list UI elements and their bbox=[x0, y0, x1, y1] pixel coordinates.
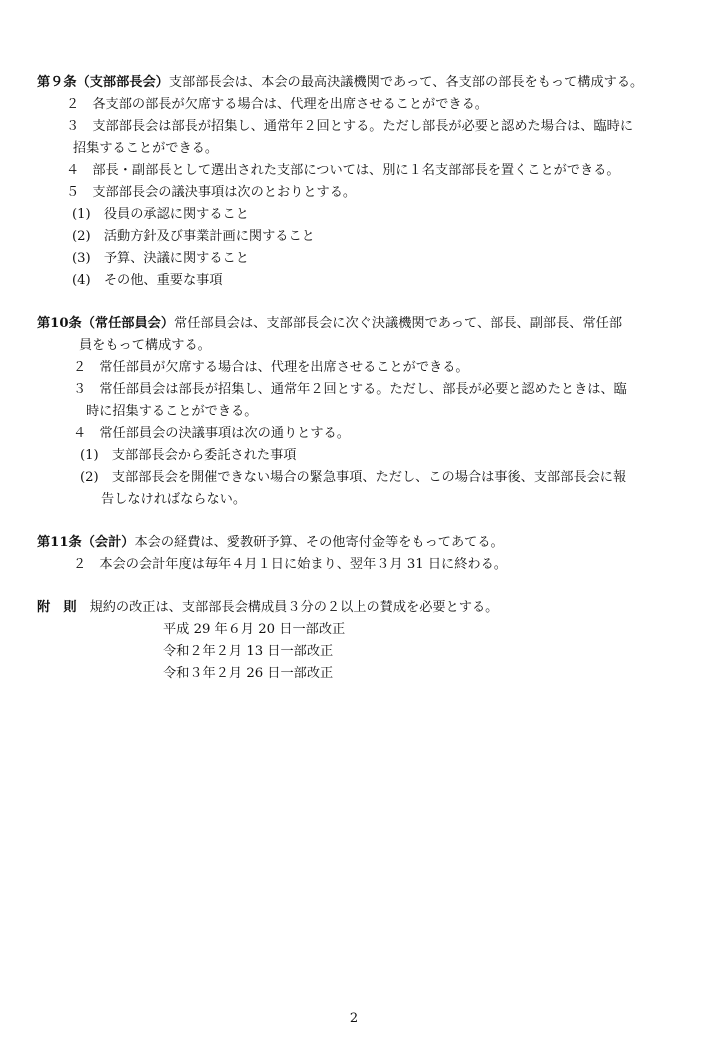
article-10-paragraph-3-cont: 時に招集することができる。 bbox=[86, 404, 258, 419]
article-10-paragraph-3: ３ 常任部員会は部長が招集し、通常年２回とする。ただし、部長が必要と認めたときは、臨 bbox=[73, 382, 627, 397]
article-9-item: (4) その他、重要な事項 bbox=[72, 273, 223, 288]
article-9-paragraph-5: ５ 支部部長会の議決事項は次のとおりとする。 bbox=[66, 185, 357, 200]
article-11-paragraph-2: ２ 本会の会計年度は毎年４月１日に始まり、翌年３月 31 日に終わる。 bbox=[73, 557, 507, 572]
article-10-text-cont: 員をもって構成する。 bbox=[79, 338, 211, 353]
article-9-paragraph-3-cont: 招集することができる。 bbox=[73, 141, 219, 156]
article-10-paragraph-4: ４ 常任部員会の決議事項は次の通りとする。 bbox=[73, 426, 350, 441]
article-9-text: 支部部長会は、本会の最高決議機関であって、各支部の部長をもって構成する。 bbox=[168, 75, 644, 90]
article-10-line bbox=[37, 313, 622, 335]
supplementary-heading: 附 則 bbox=[37, 600, 77, 615]
article-9-paragraph-2: ２ 各支部の部長が欠席する場合は、代理を出席させることができる。 bbox=[66, 97, 488, 112]
revision-date: 令和２年２月 13 日一部改正 bbox=[163, 644, 334, 659]
page-number: 2 bbox=[349, 1011, 359, 1026]
article-10-text: 常任部員会は、支部部長会に次ぐ決議機関であって、部長、副部長、常任部 bbox=[174, 316, 623, 331]
article-11-line bbox=[37, 532, 504, 554]
article-10-paragraph-2: ２ 常任部員が欠席する場合は、代理を出席させることができる。 bbox=[73, 360, 469, 375]
article-11-text: 本会の経費は、愛教研予算、その他寄付金等をもってあてる。 bbox=[134, 535, 504, 550]
supplementary-text: 規約の改正は、支部部長会構成員３分の２以上の賛成を必要とする。 bbox=[89, 600, 499, 615]
article-10-heading: 第10条（常任部員会） bbox=[37, 316, 175, 331]
revision-date: 平成 29 年６月 20 日一部改正 bbox=[163, 622, 346, 637]
article-9-item: (2) 活動方針及び事業計画に関すること bbox=[72, 229, 315, 244]
article-9-item: (3) 予算、決議に関すること bbox=[72, 251, 249, 266]
article-9-line bbox=[37, 72, 643, 94]
article-9-paragraph-4: ４ 部長・副部長として選出された支部については、別に１名支部部長を置くことができる。 bbox=[66, 163, 620, 178]
supplementary-line bbox=[37, 597, 498, 619]
article-9-heading: 第９条（支部部長会） bbox=[37, 75, 169, 90]
article-10-item: (1) 支部部長会から委託された事項 bbox=[80, 448, 297, 463]
article-10-item: (2) 支部部長会を開催できない場合の緊急事項、ただし、この場合は事後、支部部長会に報 bbox=[80, 470, 627, 485]
article-9-paragraph-3: ３ 支部部長会は部長が招集し、通常年２回とする。ただし部長が必要と認めた場合は、臨時に bbox=[66, 119, 634, 134]
revision-date: 令和３年２月 26 日一部改正 bbox=[163, 666, 334, 681]
article-11-heading: 第11条（会計） bbox=[37, 535, 135, 550]
article-10-item-cont: 告しなければならない。 bbox=[101, 492, 247, 507]
article-9-item: (1) 役員の承認に関すること bbox=[72, 207, 249, 222]
